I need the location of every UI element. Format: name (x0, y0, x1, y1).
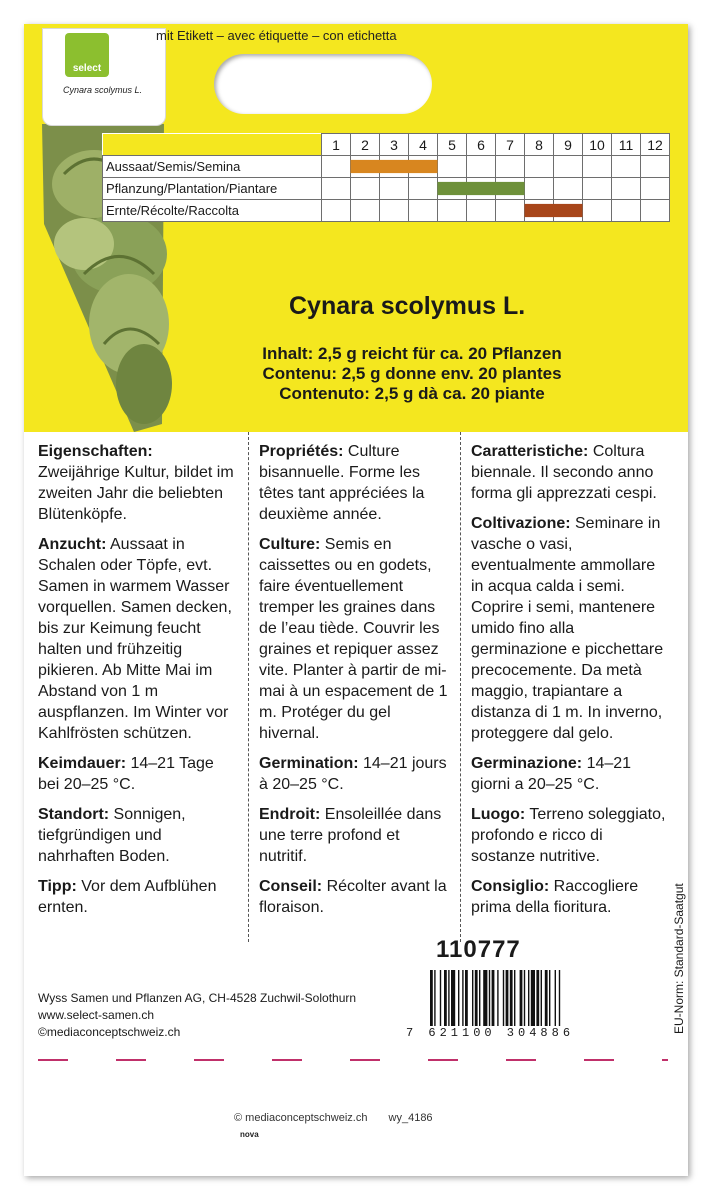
hang-slot (214, 54, 432, 114)
calendar-row-harvest (103, 200, 670, 222)
section-de-0: Eigenschaften: Zweijährige Kultur, bildet im zweiten Jahr die beliebten Blütenköpfe. (38, 443, 234, 523)
barcode-bar (559, 970, 560, 1032)
footer-copyright: © mediaconceptschweiz.ch (234, 1112, 368, 1124)
section-fr-3: Endroit: Ensoleillée dans une terre profond et nutritif. (259, 806, 442, 865)
barcode-bar (514, 970, 515, 1032)
section-de-3: Standort: Sonnigen, tiefgründigen und nahrhaften Boden. (38, 806, 186, 865)
barcode-bar (430, 970, 433, 1032)
company-name: Wyss Samen und Pflanzen AG, CH-4528 Zuchwil-Solothurn (38, 991, 357, 1005)
barcode-bar (440, 970, 441, 1032)
barcode-bar (541, 970, 542, 1032)
barcode-bar (492, 970, 495, 1032)
month-cell: 1 (322, 134, 351, 156)
section-de-4: Tipp: Vor dem Aufblühen ernten. (38, 878, 217, 916)
barcode-bar (510, 970, 513, 1032)
section-it-3: Luogo: Terreno soleggiato, profondo e ricco di sostanze nutritive. (471, 806, 666, 865)
barcode-bar (475, 970, 478, 1032)
calendar-row-label: Aussaat/Semis/Semina (103, 156, 322, 178)
month-cell: 10 (583, 134, 612, 156)
barcode-bar (444, 970, 447, 1032)
barcode-bar (451, 970, 455, 1032)
calendar-corner (103, 134, 322, 156)
barcode-bar (555, 970, 556, 1032)
plant-title: Cynara scolymus L. (289, 292, 526, 320)
footer (234, 1112, 451, 1124)
section-it-1: Coltivazione: Seminare in vasche o vasi, eventualmente ammollare in acqua calda i semi. Coprire i semi, mantenere umido fino alla germinazione e picchettare precocemente. Da metà maggio, trapiantare a distanza di 1 m. In inverno, proteggere dal gelo. (471, 515, 664, 742)
yellow-header-panel (24, 24, 688, 432)
section-de-2: Keimdauer: 14–21 Tage bei 20–25 °C. (38, 755, 214, 793)
eu-norm-note: EU-Norm: Standard-Saatgut (672, 883, 686, 1034)
batch-number: 110777 (436, 936, 521, 963)
barcode-bar (465, 970, 468, 1032)
section-fr-2: Germination: 14–21 jours à 20–25 °C. (259, 755, 447, 793)
footer-code: wy_4186 (388, 1112, 433, 1124)
calendar-row-sowing (103, 156, 670, 178)
calendar-month-row (103, 134, 670, 156)
month-cell: 11 (612, 134, 641, 156)
barcode-bar (462, 970, 463, 1032)
month-cell: 2 (351, 134, 380, 156)
italian-column (460, 432, 670, 942)
barcode-bar (497, 970, 498, 1032)
barcode-bar (549, 970, 550, 1032)
section-fr-1: Culture: Semis en caissettes ou en godets, faire éventuellement tremper les graines dans de l’eau tiède. Couvrir les graines et repiquer assez vite. Planter à partir de mi-mai à un espacement de 1 m. Protéger du gel hivernal. (259, 536, 448, 742)
month-cell: 3 (380, 134, 409, 156)
artichoke-photo (24, 24, 174, 432)
barcode-bar (483, 970, 487, 1032)
barcode-bar (489, 970, 490, 1032)
barcode-bar (520, 970, 523, 1032)
content-it: Contenuto: 2,5 g dà ca. 20 piante (279, 384, 545, 403)
sowing-calendar (102, 133, 670, 222)
barcode-bar (528, 970, 529, 1032)
month-cell: 6 (467, 134, 496, 156)
section-it-0: Caratteristiche: Coltura biennale. Il secondo anno forma gli apprezzati cespi. (471, 443, 657, 502)
company-info (38, 990, 356, 1041)
barcode-bar (434, 970, 435, 1032)
fold-line (38, 1058, 668, 1062)
month-cell: 9 (554, 134, 583, 156)
month-cell: 8 (525, 134, 554, 156)
barcode-bar (448, 970, 449, 1032)
select-logo: select (65, 33, 109, 77)
barcode-bar (479, 970, 480, 1032)
section-it-2: Germinazione: 14–21 giorni a 20–25 °C. (471, 755, 632, 793)
ean-number: 7 621100 304886 (406, 1026, 575, 1040)
company-copyright: ©mediaconceptschweiz.ch (38, 1025, 181, 1039)
barcode-bar (545, 970, 548, 1032)
barcode-bar (472, 970, 473, 1032)
plant-label-tag (42, 28, 166, 126)
tag-plant-name: Cynara scolymus L. (63, 85, 143, 95)
seed-packet-back (24, 24, 688, 1176)
nova-logo: nova (240, 1130, 259, 1139)
company-website: www.select-samen.ch (38, 1008, 155, 1022)
german-column (38, 432, 238, 942)
section-it-4: Consiglio: Raccogliere prima della fioritura. (471, 878, 639, 916)
barcode-bar (458, 970, 459, 1032)
barcode-bar (531, 970, 535, 1032)
section-de-1: Anzucht: Aussaat in Schalen oder Töpfe, evt. Samen in warmem Wasser vorquellen. Samen decken, bis zur Keimung feucht halten und frühzeitig pikieren. Ab Mitte Mai im Abstand von 1 m auspflanzen. Im Winter vor Kahlfrösten schützen. (38, 536, 232, 742)
section-fr-4: Conseil: Récolter avant la floraison. (259, 878, 447, 916)
month-cell: 7 (496, 134, 525, 156)
calendar-row-label: Pflanzung/Plantation/Piantare (103, 178, 322, 200)
month-cell: 4 (409, 134, 438, 156)
content-info (232, 344, 592, 404)
calendar-row-label: Ernte/Récolte/Raccolta (103, 200, 322, 222)
month-cell: 12 (641, 134, 670, 156)
label-note: mit Etikett – avec étiquette – con etichetta (156, 28, 397, 43)
barcode-bar (524, 970, 525, 1032)
month-cell: 5 (438, 134, 467, 156)
section-fr-0: Propriétés: Culture bisannuelle. Forme les têtes tant appréciées la deuxième année. (259, 443, 425, 523)
content-de: Inhalt: 2,5 g reicht für ca. 20 Pflanzen (262, 344, 562, 363)
barcode-bar (506, 970, 509, 1032)
french-column (248, 432, 448, 942)
content-fr: Contenu: 2,5 g donne env. 20 plantes (262, 364, 562, 383)
barcode-bar (536, 970, 539, 1032)
barcode-bar (503, 970, 504, 1032)
calendar-row-planting (103, 178, 670, 200)
